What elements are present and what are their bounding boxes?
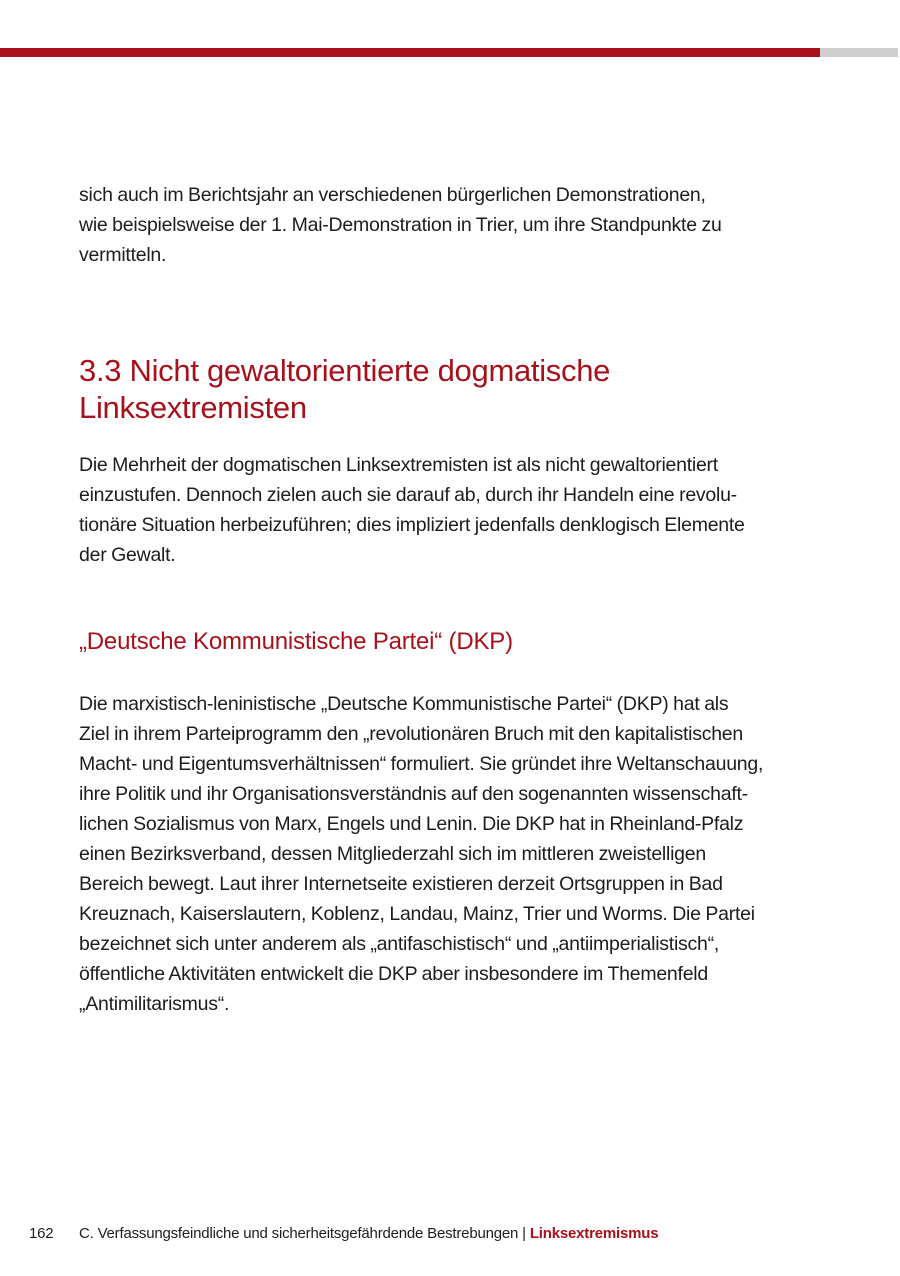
text-line: einzustufen. Dennoch zielen auch sie darauf ab, durch ihr Handeln eine revolu- <box>79 484 737 506</box>
text-line: Die Mehrheit der dogmatischen Linksextremisten ist als nicht gewaltorientiert <box>79 454 718 476</box>
section-paragraph <box>79 450 819 570</box>
text-line: ihre Politik und ihr Organisationsverständnis auf den sogenannten wissenschaft- <box>79 783 748 805</box>
footer-separator: | <box>518 1225 530 1242</box>
text-line: Bereich bewegt. Laut ihrer Internetseite existieren derzeit Ortsgruppen in Bad <box>79 873 723 895</box>
footer-section: Linksextremismus <box>529 1225 659 1242</box>
text-line: Ziel in ihrem Parteiprogramm den „revolutionären Bruch mit den kapitalistischen <box>79 723 743 745</box>
text-line: der Gewalt. <box>79 544 176 566</box>
text-line: wie beispielsweise der 1. Mai-Demonstration in Trier, um ihre Standpunkte zu <box>79 214 722 236</box>
heading-line: Linksextremisten <box>79 390 307 425</box>
text-line: tionäre Situation herbeizuführen; dies impliziert jedenfalls denklogisch Elemente <box>79 514 745 536</box>
text-line: öffentliche Aktivitäten entwickelt die DKP aber insbesondere im Themenfeld <box>79 963 708 985</box>
section-heading <box>79 352 819 426</box>
text-line: vermitteln. <box>79 244 167 266</box>
subsection-paragraph <box>79 689 819 1019</box>
top-bar-red-segment <box>0 48 820 57</box>
top-bar-gray-segment <box>820 48 898 57</box>
footer-chapter: C. Verfassungsfeindliche und sicherheitsgefährdende Bestrebungen <box>79 1225 519 1242</box>
text-line: Macht- und Eigentumsverhältnissen“ formuliert. Sie gründet ihre Weltanschauung, <box>79 753 764 775</box>
text-line: sich auch im Berichtsjahr an verschiedenen bürgerlichen Demonstrationen, <box>79 184 706 206</box>
intro-paragraph <box>79 180 819 270</box>
top-decorative-bar <box>0 48 898 57</box>
text-line: Die marxistisch-leninistische „Deutsche Kommunistische Partei“ (DKP) hat als <box>79 693 729 715</box>
text-line: einen Bezirksverband, dessen Mitgliederzahl sich im mittleren zweistelligen <box>79 843 706 865</box>
text-line: bezeichnet sich unter anderem als „antifaschistisch“ und „antiimperialistisch“, <box>79 933 720 955</box>
page-footer <box>29 1224 658 1244</box>
subsection-heading: „Deutsche Kommunistische Partei“ (DKP) <box>79 628 513 655</box>
text-line: Kreuznach, Kaiserslautern, Koblenz, Landau, Mainz, Trier und Worms. Die Partei <box>79 903 755 925</box>
text-line: lichen Sozialismus von Marx, Engels und Lenin. Die DKP hat in Rheinland-Pfalz <box>79 813 744 835</box>
text-line: „Antimilitarismus“. <box>79 993 230 1015</box>
page-number: 162 <box>29 1225 54 1242</box>
heading-line: 3.3 Nicht gewaltorientierte dogmatische <box>79 353 611 388</box>
